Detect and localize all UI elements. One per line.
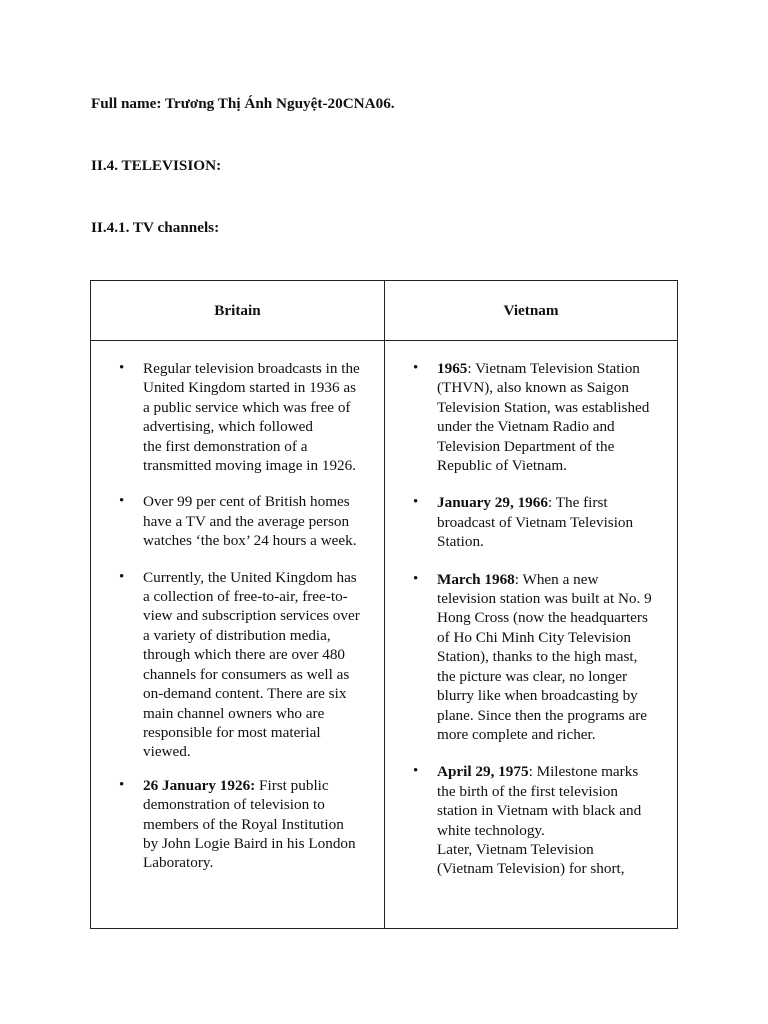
vietnam-bullet-line: Republic of Vietnam. <box>437 457 567 475</box>
britain-bullet-line: members of the Royal Institution <box>143 815 344 833</box>
section-heading: II.4. TELEVISION: <box>91 157 222 174</box>
britain-bullet-line: • Over 99 per cent of British homes <box>143 493 350 511</box>
vietnam-bullet-line <box>437 762 671 781</box>
britain-bullet-line: through which there are over 480 <box>143 646 346 664</box>
vietnam-date-label: January 29, 1966 <box>437 494 548 512</box>
vietnam-bullet-line: station in Vietnam with black and <box>437 802 642 820</box>
britain-bullet-item <box>115 492 377 550</box>
vietnam-bullet-line: the picture was clear, no longer <box>437 667 627 685</box>
vietnam-bullet-line: Television Station, was established <box>437 398 650 416</box>
vietnam-bullet-line <box>437 570 671 589</box>
vietnam-bullet-line: television station was built at No. 9 <box>437 590 652 608</box>
vietnam-bullet-line: of Ho Chi Minh City Television <box>437 628 631 646</box>
vietnam-bullet-line: under the Vietnam Radio and <box>437 418 615 436</box>
vietnam-bullet-line: blurry like when broadcasting by <box>437 687 638 705</box>
vietnam-bullet-line: white technology. <box>437 821 545 839</box>
vietnam-date-label: April 29, 1975 <box>437 763 529 781</box>
subsection-heading: II.4.1. TV channels: <box>91 219 220 236</box>
vietnam-bullet-line <box>437 493 671 512</box>
vietnam-bullet-line: Hong Cross (now the headquarters <box>437 609 648 627</box>
britain-date-label: 26 January 1926: <box>143 776 256 794</box>
vietnam-bullet-list <box>409 359 671 879</box>
vietnam-bullet-text: : The first <box>547 494 608 512</box>
britain-bullet-line: a collection of free-to-air, free-to- <box>143 588 348 606</box>
britain-bullet-line: demonstration of television to <box>143 796 325 814</box>
vietnam-bullet-line: (THVN), also known as Saigon <box>437 379 629 397</box>
vietnam-date-label: March 1968 <box>437 570 515 588</box>
britain-bullet-line: • Regular television broadcasts in the <box>143 360 360 377</box>
vietnam-bullet-line <box>437 359 671 378</box>
vietnam-bullet-item <box>409 359 671 475</box>
vietnam-bullet-item <box>409 570 671 745</box>
column-header-vietnam: Vietnam <box>503 302 559 319</box>
vietnam-bullet-text: : Milestone marks <box>528 763 639 781</box>
britain-bullet-line: watches ‘the box’ 24 hours a week. <box>143 532 357 550</box>
britain-bullet-line <box>143 776 377 795</box>
vietnam-bullet-line: more complete and richer. <box>437 725 596 743</box>
britain-bullet-line: by John Logie Baird in his London <box>143 834 356 852</box>
britain-bullet-line: main channel owners who are <box>143 704 325 722</box>
britain-bullet-line: channels for consumers as well as <box>143 665 350 683</box>
vietnam-bullet-line: the birth of the first television <box>437 782 618 800</box>
britain-bullet-line: view and subscription services over <box>143 607 360 625</box>
britain-bullet-item <box>115 776 377 873</box>
britain-bullet-line: a variety of distribution media, <box>143 626 331 644</box>
britain-bullet-line: transmitted moving image in 1926. <box>143 457 357 475</box>
britain-column <box>115 359 377 890</box>
britain-bullet-list <box>115 359 377 873</box>
britain-bullet-line: advertising, which followed <box>143 418 313 436</box>
britain-bullet-item <box>115 568 377 762</box>
britain-bullet-line: viewed. <box>143 743 191 761</box>
vietnam-bullet-item <box>409 762 671 878</box>
vietnam-bullet-text: : When a new <box>514 570 599 588</box>
vietnam-bullet-line: (Vietnam Television) for short, <box>437 860 625 878</box>
full-name-heading: Full name: Trương Thị Ánh Nguyệt-20CNA06. <box>91 95 395 112</box>
vietnam-bullet-line: Later, Vietnam Television <box>437 840 594 858</box>
vietnam-bullet-line: plane. Since then the programs are <box>437 706 648 724</box>
vietnam-bullet-line: broadcast of Vietnam Television <box>437 513 634 531</box>
britain-bullet-line: a public service which was free of <box>143 398 351 416</box>
vietnam-column <box>409 359 671 897</box>
britain-bullet-line: • Currently, the United Kingdom has <box>143 568 357 586</box>
britain-bullet-line: responsible for most material <box>143 723 321 741</box>
vietnam-bullet-text: : Vietnam Television Station <box>467 360 640 377</box>
vietnam-bullet-item <box>409 493 671 551</box>
britain-bullet-line: the first demonstration of a <box>143 437 308 455</box>
britain-bullet-text: First public <box>255 776 329 794</box>
vietnam-bullet-line: Station. <box>437 533 484 551</box>
britain-bullet-item <box>115 359 377 475</box>
britain-bullet-line: Laboratory. <box>143 854 214 872</box>
header-divider <box>91 340 677 341</box>
column-divider <box>384 281 385 928</box>
britain-bullet-line: United Kingdom started in 1936 as <box>143 379 357 397</box>
tv-channels-table <box>90 280 678 929</box>
vietnam-bullet-line: Station), thanks to the high mast, <box>437 648 638 666</box>
vietnam-date-label: 1965 <box>437 360 468 377</box>
britain-bullet-line: have a TV and the average person <box>143 512 350 530</box>
britain-bullet-line: on-demand content. There are six <box>143 685 347 703</box>
column-header-britain: Britain <box>214 302 261 319</box>
vietnam-bullet-line: Television Department of the <box>437 437 615 455</box>
